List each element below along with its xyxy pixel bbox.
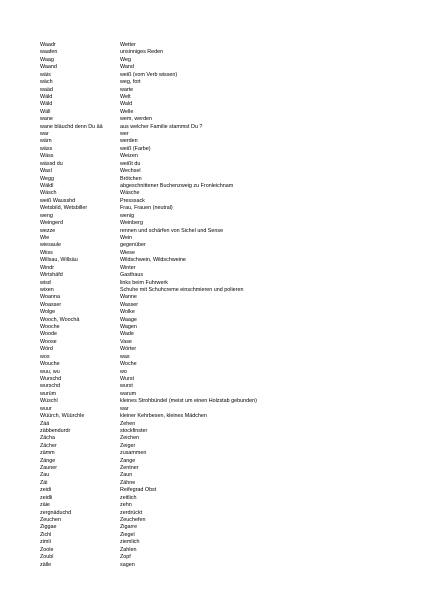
dialect-word: Wetsbild, Wetsbiller [40, 205, 88, 212]
table-row [40, 294, 380, 301]
standard-word: weg, fort [120, 79, 141, 86]
table-row [40, 168, 380, 175]
table-row [40, 413, 380, 420]
dialect-word: Wasl [40, 168, 52, 175]
standard-word: Zeuchefen [120, 517, 146, 523]
table-row [40, 539, 380, 546]
table-row [40, 235, 380, 242]
dialect-word: Wäll [40, 108, 51, 115]
standard-word: Gasthaus [120, 272, 144, 279]
dialect-word: Woanna [40, 294, 60, 301]
dialect-word: Zänge [40, 457, 56, 464]
dialect-word: waafen [40, 49, 58, 56]
standard-word: Vase [120, 338, 132, 345]
standard-word: Wade [120, 331, 134, 338]
standard-word: Zeichen [120, 435, 140, 442]
dialect-word: Wüürch, Wüürchle [40, 413, 85, 420]
dialect-word: Wörd [40, 346, 53, 353]
standard-word: Ziegel [120, 531, 135, 538]
table-row [40, 242, 380, 249]
dialect-word: Waag [40, 56, 54, 63]
standard-word: Wörter [120, 346, 137, 353]
standard-word: Wechsel [120, 168, 141, 175]
standard-word: Zopf [120, 554, 131, 561]
dialect-word: wäss [40, 145, 53, 152]
table-row [40, 443, 380, 450]
table-row [40, 42, 380, 49]
dialect-word: zeidi [40, 487, 52, 494]
dialect-word: wiesaule [40, 242, 61, 249]
standard-word: Wäsche [120, 190, 140, 197]
table-row [40, 354, 380, 361]
standard-word: zusammen [120, 450, 147, 457]
dialect-word: wos [40, 353, 50, 360]
dialect-word: wezze [40, 227, 56, 234]
dialect-word: Zächa [40, 435, 55, 442]
standard-word: zerdrückt [120, 509, 143, 516]
dialect-word: zimli [40, 539, 51, 546]
table-row [40, 502, 380, 509]
standard-word: rennen und schärfen von Sichel und Sense [120, 227, 224, 234]
table-row [40, 220, 380, 227]
standard-word: gegenüber [120, 242, 146, 249]
table-row [40, 57, 380, 64]
table-row [40, 458, 380, 465]
dialect-word: wisd [40, 279, 51, 286]
standard-word: Schuhe mit Schuhcreme einschmieren und polieren [120, 286, 244, 293]
standard-word: Presssack [120, 197, 145, 204]
table-row [40, 309, 380, 316]
dialect-word: Wäss [40, 153, 54, 160]
dialect-word: Wüschl [40, 398, 58, 405]
table-row [40, 287, 380, 294]
standard-word: Wagen [120, 324, 137, 331]
dialect-word: Wooch, Woochä [40, 316, 80, 323]
dialect-word: Zoubl [40, 554, 54, 561]
standard-word: Wildschwein, Wildschweine [120, 257, 186, 264]
table-row [40, 398, 380, 405]
table-row [40, 101, 380, 108]
table-row [40, 198, 380, 205]
table-row [40, 272, 380, 279]
dialect-word: zäie [40, 502, 50, 509]
table-row [40, 554, 380, 561]
table-row [40, 472, 380, 479]
standard-word: Zahlen [120, 546, 137, 553]
table-row [40, 265, 380, 272]
table-row [40, 257, 380, 264]
dialect-word: wäis [40, 71, 51, 78]
table-row [40, 524, 380, 531]
dialect-word: Zää [40, 420, 50, 427]
table-row [40, 116, 380, 123]
standard-word: kleiner Kehrbesen, kleines Mädchen [120, 413, 207, 420]
table-row [40, 146, 380, 153]
standard-word: Winter [120, 264, 136, 271]
dialect-word: Zäi [40, 479, 48, 486]
dialect-word: Wäldl [40, 183, 54, 190]
dialect-word: Willsau, Willsäu [40, 257, 78, 264]
table-row [40, 376, 380, 383]
standard-word: Wolke [120, 309, 135, 316]
dialect-word: Ziggae [40, 524, 57, 531]
dialect-word: Wegg [40, 175, 54, 182]
dialect-word: Zeuchen [40, 517, 61, 523]
table-row [40, 450, 380, 457]
standard-word: Waage [120, 316, 137, 323]
dialect-word: Wooche [40, 324, 60, 331]
standard-word: Wiese [120, 249, 135, 256]
dialect-word: Woode [40, 331, 57, 338]
table-row [40, 324, 380, 331]
dialect-word: Wäld [40, 93, 53, 100]
dialect-word: zergnäduchd [40, 509, 72, 516]
standard-word: werden [120, 138, 138, 145]
standard-word: Welt [120, 93, 131, 100]
dialect-word: wane bläuchd denn Du åå [40, 123, 103, 130]
standard-word: ziemlich [120, 539, 140, 546]
table-row [40, 176, 380, 183]
standard-word: Zange [120, 457, 136, 464]
table-row [40, 517, 380, 524]
standard-word: sagen [120, 561, 135, 568]
dialect-word: Zächer [40, 442, 57, 449]
standard-word: Zaun [120, 472, 133, 479]
table-row [40, 369, 380, 376]
table-row [40, 406, 380, 413]
dialect-word: weng [40, 212, 53, 219]
table-row [40, 361, 380, 368]
table-row [40, 532, 380, 539]
dialect-word: weiß Wausshd [40, 197, 76, 204]
standard-word: kleines Strohbündel (meist um einen Holzstab gebunden) [120, 398, 257, 405]
standard-word: wurst [120, 383, 133, 390]
dialect-word: zeidli [40, 494, 53, 501]
table-row [40, 510, 380, 517]
table-row [40, 547, 380, 554]
dialect-word: wuur [40, 405, 52, 412]
standard-word: weiß (vom Verb wissen) [120, 71, 178, 78]
standard-word: Reifegrad Obst [120, 487, 157, 494]
standard-word: wenig [120, 212, 135, 219]
dialect-word: wurüm [40, 390, 57, 397]
dialect-word: wärn [40, 138, 52, 145]
dialect-word: Wiiss [40, 249, 53, 256]
table-row [40, 153, 380, 160]
standard-word: Wanne [120, 294, 137, 301]
standard-word: zehn [120, 502, 132, 509]
table-row [40, 331, 380, 338]
dialect-word: Waand [40, 64, 57, 71]
dialect-word: Wäsch [40, 190, 57, 197]
table-row [40, 183, 380, 190]
standard-word: Weinberg [120, 220, 143, 227]
dialect-word: Weingerd [40, 220, 63, 227]
dialect-word: Windr [40, 264, 55, 271]
table-row [40, 79, 380, 86]
standard-word: Wand [120, 64, 134, 71]
standard-word: wer [120, 131, 129, 138]
dialect-word: wane [40, 116, 53, 123]
standard-word: Zehen [120, 420, 136, 427]
table-row [40, 317, 380, 324]
dialect-word: wäch [40, 79, 53, 86]
dialect-word: Wirtshäfd [40, 272, 63, 279]
standard-word: Wasser [120, 301, 139, 308]
table-row [40, 435, 380, 442]
dialect-word: Zauner [40, 465, 58, 472]
dialect-word: Wäld [40, 101, 53, 108]
table-row [40, 562, 380, 569]
table-row [40, 302, 380, 309]
table-row [40, 480, 380, 487]
table-row [40, 49, 380, 56]
table-row [40, 87, 380, 94]
table-row [40, 421, 380, 428]
standard-word: weißt du [120, 160, 141, 167]
standard-word: Wurst [120, 375, 134, 382]
table-row [40, 138, 380, 145]
dialect-word: wurschd [40, 383, 61, 390]
table-row [40, 131, 380, 138]
standard-word: wem, werden [120, 116, 153, 123]
table-row [40, 94, 380, 101]
dialect-word: Zichl [40, 531, 52, 538]
standard-word: Weizen [120, 153, 138, 160]
dialect-word: Wouche [40, 361, 60, 368]
dialect-word: wässd du [40, 160, 63, 167]
standard-word: Zigarre [120, 524, 138, 531]
standard-word: war [120, 405, 129, 412]
table-row [40, 190, 380, 197]
dialect-word: Wurschd [40, 375, 62, 382]
standard-word: wo [120, 368, 127, 375]
standard-word: Zentner [120, 465, 139, 472]
dialect-word: Woose [40, 338, 57, 345]
table-row [40, 124, 380, 131]
standard-word: zeitlich [120, 494, 137, 501]
standard-word: Brötchen [120, 175, 142, 182]
table-row [40, 339, 380, 346]
table-row [40, 64, 380, 71]
standard-word: warte [120, 86, 134, 93]
standard-word: Zeiger [120, 442, 136, 449]
word-list [40, 42, 380, 569]
table-row [40, 161, 380, 168]
dialect-word: zälle [40, 561, 52, 568]
standard-word: Welle [120, 108, 134, 115]
dialect-word: Zoole [40, 546, 54, 553]
table-row [40, 383, 380, 390]
table-row [40, 280, 380, 287]
table-row [40, 205, 380, 212]
standard-word: Wetter [120, 42, 136, 48]
standard-word: Woche [120, 361, 137, 368]
standard-word: Frau, Frauen (neutral) [120, 205, 173, 212]
table-row [40, 465, 380, 472]
dialect-word: Wolge [40, 309, 56, 316]
table-row [40, 428, 380, 435]
standard-word: aus welcher Familie stammst Du ? [120, 123, 203, 130]
standard-word: Wein [120, 234, 133, 241]
table-row [40, 109, 380, 116]
standard-word: links beim Fuhrwerk [120, 279, 168, 286]
standard-word: was [120, 353, 130, 360]
standard-word: warum [120, 390, 137, 397]
dialect-word: waäd [40, 86, 53, 93]
standard-word: Wald [120, 101, 133, 108]
dialect-word: Zau [40, 472, 50, 479]
dialect-word: war [40, 131, 49, 138]
dialect-word: Woasser [40, 301, 62, 308]
table-row [40, 391, 380, 398]
table-row [40, 487, 380, 494]
table-row [40, 250, 380, 257]
dialect-word: zämm [40, 450, 55, 457]
dialect-word: Wie [40, 234, 50, 241]
dialect-word: zäbbendurdr [40, 427, 71, 434]
standard-word: Zähne [120, 479, 136, 486]
standard-word: Weg [120, 56, 131, 63]
standard-word: stockfinster [120, 427, 148, 434]
dialect-word: wuu, wu [40, 368, 60, 375]
table-row [40, 495, 380, 502]
standard-word: unsinniges Reden [120, 49, 164, 56]
table-row [40, 213, 380, 220]
standard-word: weiß (Farbe) [120, 145, 151, 152]
table-row [40, 228, 380, 235]
dialect-word: Waadr [40, 42, 56, 48]
table-row [40, 346, 380, 353]
standard-word: abgeschnittener Buchenzweig zu Fronleichnam [120, 183, 234, 190]
table-row [40, 72, 380, 79]
dialect-word: wixen [40, 286, 54, 293]
